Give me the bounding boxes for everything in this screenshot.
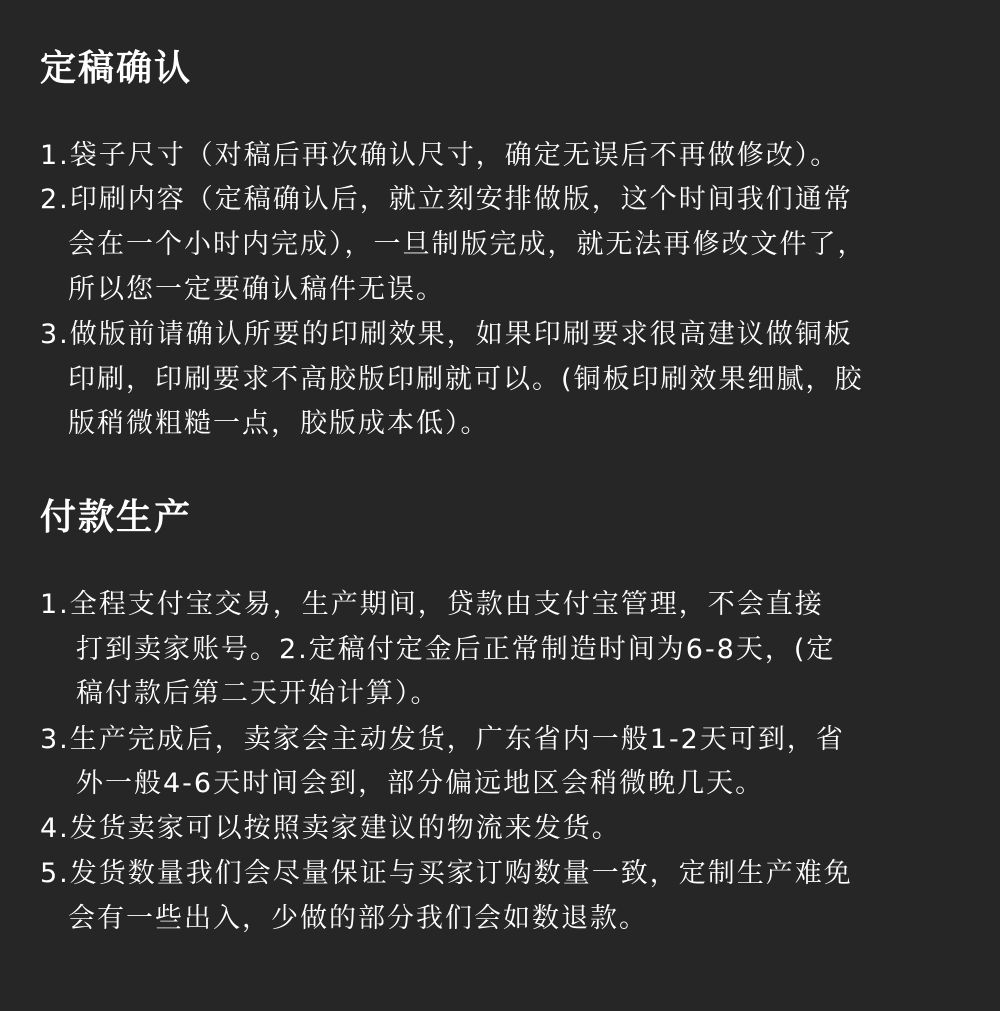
payment-item-3: 3.生产完成后，卖家会主动发货，广东省内一般1-2天可到，省: [40, 724, 845, 755]
payment-item-5: 5.发货数量我们会尽量保证与买家订购数量一致，定制生产难免: [40, 858, 853, 889]
payment-item-5-cont: 会有一些出入，少做的部分我们会如数退款。: [68, 903, 648, 934]
confirm-item-2: 2.印刷内容（定稿确认后，就立刻安排做版，这个时间我们通常: [40, 184, 853, 215]
confirm-item-3-cont: 印刷，印刷要求不高胶版印刷就可以。(铜板印刷效果细腻，胶: [68, 364, 864, 395]
confirm-item-1: 1.袋子尺寸（对稿后再次确认尺寸，确定无误后不再做修改）。: [40, 140, 840, 171]
confirm-item-3-cont: 版稍微粗糙一点，胶版成本低）。: [68, 408, 490, 439]
section-title-payment: 付款生产: [40, 497, 193, 538]
payment-item-4: 4.发货卖家可以按照卖家建议的物流来发货。: [40, 813, 621, 844]
payment-item-1: 1.全程支付宝交易，生产期间，贷款由支付宝管理，不会直接: [40, 589, 824, 620]
payment-item-1-cont: 稿付款后第二天开始计算）。: [76, 678, 440, 709]
confirm-item-2-cont: 会在一个小时内完成），一旦制版完成，就无法再修改文件了，: [68, 229, 867, 260]
confirm-item-2-cont: 所以您一定要确认稿件无误。: [68, 274, 445, 305]
payment-item-1-cont: 打到卖家账号。2.定稿付定金后正常制造时间为6-8天，(定: [76, 634, 836, 665]
section-title-confirm: 定稿确认: [40, 48, 193, 89]
confirm-item-3: 3.做版前请确认所要的印刷效果，如果印刷要求很高建议做铜板: [40, 319, 853, 350]
payment-item-3-cont: 外一般4-6天时间会到，部分偏远地区会稍微晚几天。: [76, 768, 765, 799]
